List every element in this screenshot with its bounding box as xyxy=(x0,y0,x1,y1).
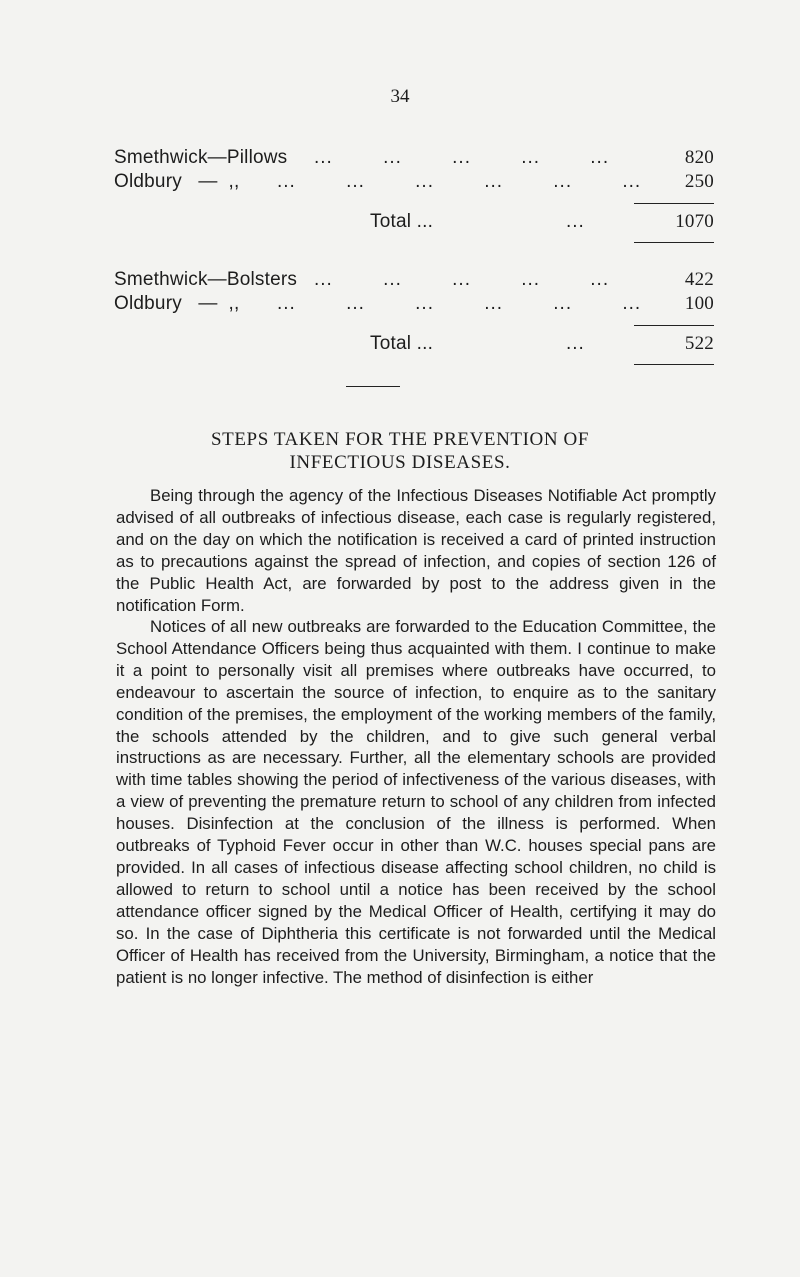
table-row xyxy=(114,170,714,194)
pillows-table xyxy=(114,146,714,234)
row-label: Smethwick—Pillows xyxy=(114,147,288,168)
leader-dots: ... ... ... ... ... ... xyxy=(277,293,642,314)
paragraph-notification: Being through the agency of the Infectious Diseases Notifiable Act promptly advised of all outbreaks of infectious disease, each case is regularly registered, and on the day on which the notification is received a card of printed instruction as to precautions against the spread of infection, and copies of section 126 of the Public Health Act, are forwarded by post to the address given in the notification Form. xyxy=(116,486,716,615)
total-row xyxy=(114,332,714,356)
leader-dots: ... ... ... ... ... ... xyxy=(277,171,642,192)
section-divider xyxy=(346,386,400,387)
table-row xyxy=(114,268,714,292)
table-row xyxy=(114,292,714,316)
leader-dots: ... ... ... ... ... xyxy=(314,147,610,168)
page-number: 34 xyxy=(390,86,410,107)
total-label: Total ... xyxy=(370,211,434,232)
row-value: 820 xyxy=(684,147,714,168)
row-label: Oldbury — ,, xyxy=(114,171,240,192)
row-label: Smethwick—Bolsters xyxy=(114,269,298,290)
paragraph-procedures: Notices of all new outbreaks are forwarded to the Education Committee, the School Attendance Officers being thus acquainted with them. I continue to make it a point to personally visit all premises where outbreaks have occurred, to endeavour to ascertain the source of infection, to enquire as to the sanitary condition of the premises, the employment of the working members of the family, the schools attended by the children, and to give such general verbal instructions as are necessary. Further, all the elementary schools are provided with time tables showing the period of infectiveness of the various diseases, with a view of preventing the premature return to school of any children from infected houses. Disinfection at the conclusion of the illness is performed. When outbreaks of Typhoid Fever occur in other than W.C. houses special pans are provided. In all cases of infectious disease affecting school children, no child is allowed to return to school until a notice has been received by the school attendance officer signed by the Medical Officer of Health, certifying it may do so. In the case of Diphtheria this certificate is not forwarded until the Medical Officer of Health has received from the University, Birmingham, a notice that the patient is no longer infective. The method of disinfection is either xyxy=(116,617,716,987)
row-value: 100 xyxy=(684,293,714,314)
row-value: 422 xyxy=(684,269,714,290)
row-label: Oldbury — ,, xyxy=(114,293,240,314)
total-rule xyxy=(634,364,714,365)
heading-line-2: INFECTIOUS DISEASES. xyxy=(289,452,511,473)
heading-line-1: STEPS TAKEN FOR THE PREVENTION OF xyxy=(210,429,590,450)
total-label: Total ... xyxy=(370,333,434,354)
total-rule xyxy=(634,242,714,243)
section-heading xyxy=(0,428,800,474)
total-value: 1070 xyxy=(675,211,714,232)
row-value: 250 xyxy=(684,171,714,192)
subtotal-rule xyxy=(634,325,714,326)
leader-dots: ... ... ... ... ... xyxy=(314,269,610,290)
table-row xyxy=(114,146,714,170)
total-value: 522 xyxy=(684,333,714,354)
subtotal-rule xyxy=(634,203,714,204)
leader-dots: ... xyxy=(566,211,585,232)
bolsters-table xyxy=(114,268,714,356)
total-row xyxy=(114,210,714,234)
leader-dots: ... xyxy=(566,333,585,354)
